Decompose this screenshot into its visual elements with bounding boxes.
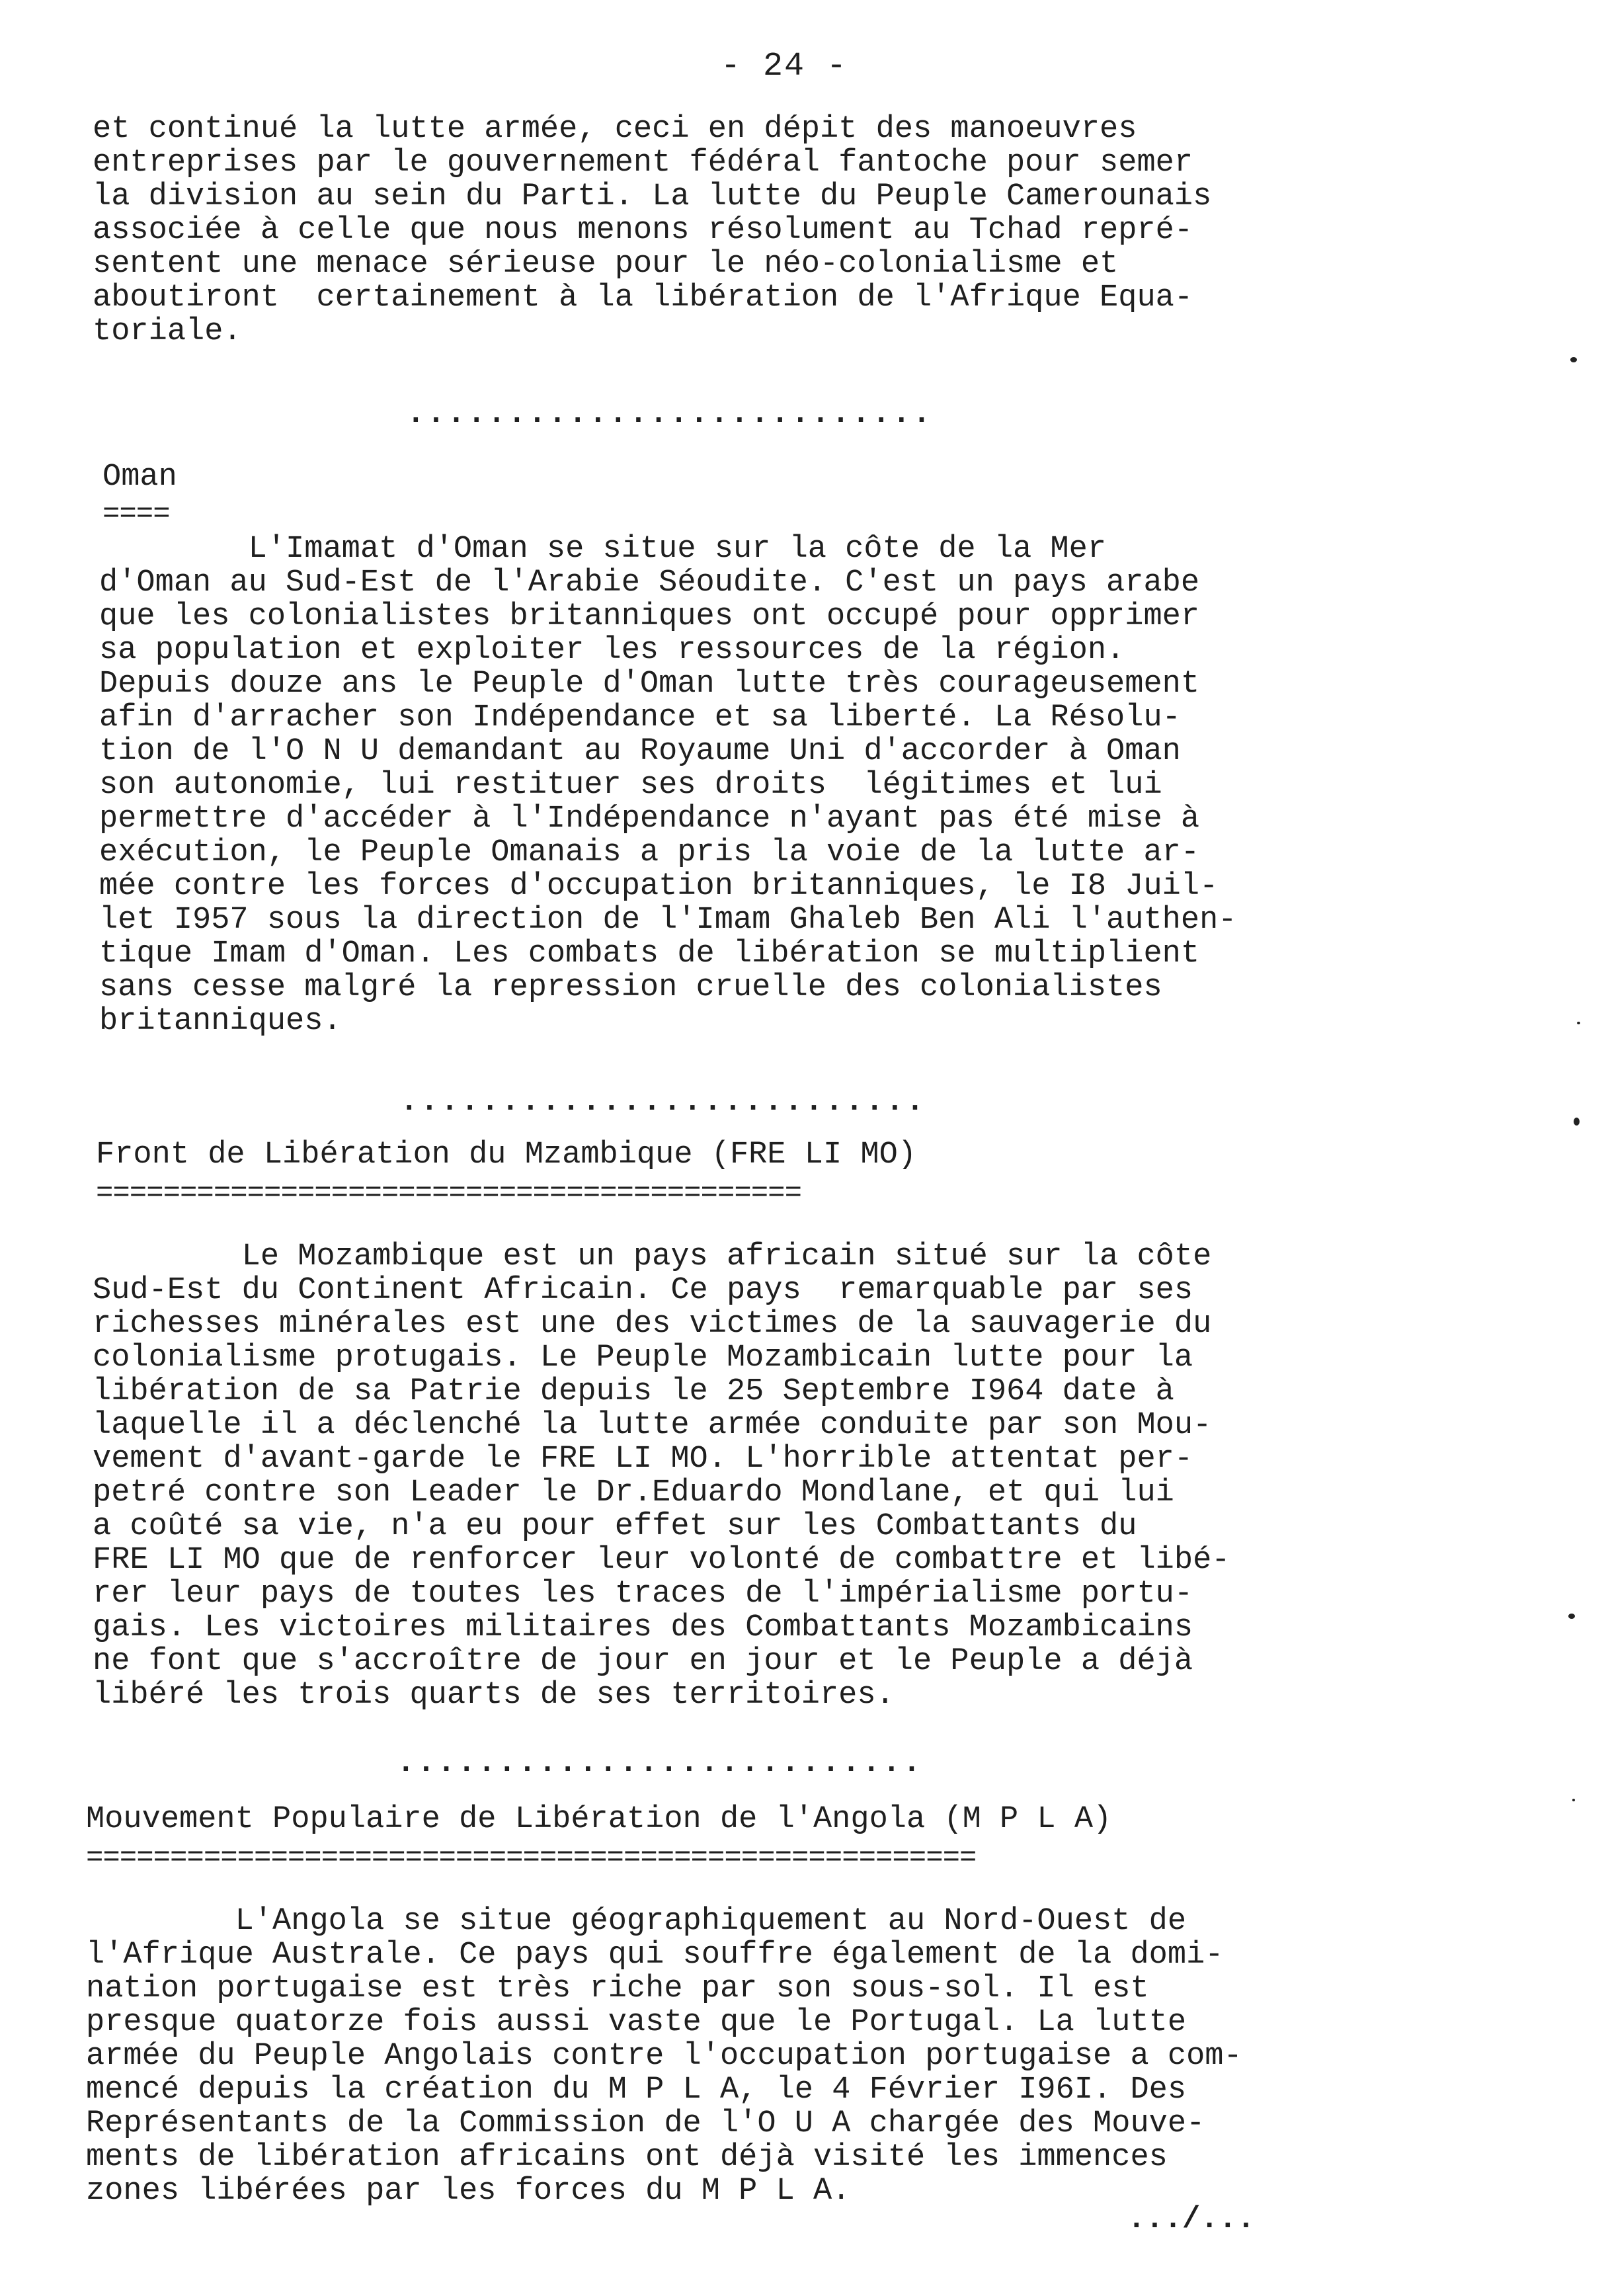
dotted-separator: .......................... <box>407 397 933 431</box>
text-line: rer leur pays de toutes les traces de l'impérialisme portu- <box>93 1577 1193 1612</box>
text-line: FRE LI MO que de renforcer leur volonté de combattre et libé- <box>93 1543 1230 1578</box>
text-line: aboutiront certainement à la libération de l'Afrique Equa- <box>93 280 1193 315</box>
text-line: libération de sa Patrie depuis le 25 Septembre I964 date à <box>93 1374 1174 1409</box>
text-line: petré contre son Leader le Dr.Eduardo Mondlane, et qui lui <box>93 1475 1174 1510</box>
frelimo-paragraph <box>93 1240 1336 1712</box>
oman-paragraph <box>99 532 1342 1038</box>
text-line: zones libérées par les forces du M P L A. <box>86 2174 851 2209</box>
scan-speck <box>1568 1614 1575 1619</box>
text-line: ne font que s'accroître de jour en jour et le Peuple a déjà <box>93 1644 1193 1679</box>
text-line: laquelle il a déclenché la lutte armée conduite par son Mou- <box>93 1408 1212 1443</box>
text-line: gais. Les victoires militaires des Combattants Mozambicains <box>93 1610 1193 1645</box>
text-line: presque quatorze fois aussi vaste que le Portugal. La lutte <box>86 2005 1187 2040</box>
text-line: Sud-Est du Continent Africain. Ce pays remarquable par ses <box>93 1273 1193 1308</box>
text-line: libéré les trois quarts de ses territoires. <box>93 1678 895 1713</box>
text-line: et continué la lutte armée, ceci en dépit des manoeuvres <box>93 112 1137 147</box>
text-line: tique Imam d'Oman. Les combats de libération se multiplient <box>99 936 1200 971</box>
text-line: entreprises par le gouvernement fédéral fantoche pour semer <box>93 145 1193 181</box>
text-line: richesses minérales est une des victimes de la sauvagerie du <box>93 1307 1212 1342</box>
page-number: - 24 - <box>721 48 848 85</box>
text-line: vement d'avant-garde le FRE LI MO. L'horrible attentat per- <box>93 1442 1193 1477</box>
text-line: mée contre les forces d'occupation britanniques, le I8 Juil- <box>99 869 1219 904</box>
section-underline: ========================================== <box>96 1177 801 1210</box>
text-line: mencé depuis la création du M P L A, le 4 Février I96I. Des <box>86 2072 1187 2108</box>
text-line: Depuis douze ans le Peuple d'Oman lutte très courageusement <box>99 667 1200 702</box>
text-line: britanniques. <box>99 1004 342 1039</box>
text-line: permettre d'accéder à l'Indépendance n'ayant pas été mise à <box>99 801 1200 837</box>
intro-paragraph <box>93 112 1336 348</box>
text-line: afin d'arracher son Indépendance et sa liberté. La Résolu- <box>99 700 1181 735</box>
mpla-paragraph <box>86 1905 1329 2208</box>
text-line: d'Oman au Sud-Est de l'Arabie Séoudite. C'est un pays arabe <box>99 565 1200 600</box>
continuation-mark: .../... <box>1127 2202 1256 2236</box>
section-underline: ===================================================== <box>86 1842 977 1875</box>
text-line: colonialisme protugais. Le Peuple Mozambicain lutte pour la <box>93 1340 1193 1375</box>
section-title-oman: Oman <box>102 460 177 495</box>
text-line: L'Imamat d'Oman se situe sur la côte de la Mer <box>99 532 1107 567</box>
text-line: ments de libération africains ont déjà visité les immences <box>86 2140 1168 2175</box>
text-line: nation portugaise est très riche par son sous-sol. Il est <box>86 1971 1149 2006</box>
text-line: toriale. <box>93 314 242 349</box>
text-line: let I957 sous la direction de l'Imam Ghaleb Ben Ali l'authen- <box>99 903 1237 938</box>
text-line: Représentants de la Commission de l'O U A chargée des Mouve- <box>86 2106 1205 2141</box>
scan-speck <box>1572 1799 1575 1801</box>
text-line: associée à celle que nous menons résolument au Tchad repré- <box>93 213 1193 248</box>
text-line: l'Afrique Australe. Ce pays qui souffre également de la domi- <box>86 1938 1224 1973</box>
text-line: exécution, le Peuple Omanais a pris la voie de la lutte ar- <box>99 835 1200 870</box>
text-line: que les colonialistes britanniques ont occupé pour opprimer <box>99 599 1200 634</box>
text-line: sans cesse malgré la repression cruelle des colonialistes <box>99 970 1162 1005</box>
text-line: sa population et exploiter les ressources de la région. <box>99 633 1125 668</box>
text-line: L'Angola se situe géographiquement au Nord-Ouest de <box>86 1904 1187 1939</box>
scan-speck <box>1570 357 1577 362</box>
dotted-separator: .......................... <box>397 1746 923 1780</box>
text-line: son autonomie, lui restituer ses droits légitimes et lui <box>99 768 1162 803</box>
scan-speck <box>1574 1118 1580 1126</box>
section-title-mpla: Mouvement Populaire de Libération de l'Angola (M P L A) <box>86 1802 1112 1837</box>
text-line: la division au sein du Parti. La lutte du Peuple Camerounais <box>93 179 1212 214</box>
text-line: a coûté sa vie, n'a eu pour effet sur les Combattants du <box>93 1509 1137 1544</box>
text-line: tion de l'O N U demandant au Royaume Uni d'accorder à Oman <box>99 734 1181 769</box>
dotted-separator: .......................... <box>400 1085 926 1119</box>
section-title-frelimo: Front de Libération du Mzambique (FRE LI MO) <box>96 1137 917 1172</box>
text-line: sentent une menace sérieuse pour le néo-colonialisme et <box>93 247 1119 282</box>
section-underline: ==== <box>102 498 170 531</box>
text-line: Le Mozambique est un pays africain situé sur la côte <box>93 1239 1212 1274</box>
scan-speck <box>1577 1022 1580 1024</box>
text-line: armée du Peuple Angolais contre l'occupation portugaise a com- <box>86 2039 1242 2074</box>
